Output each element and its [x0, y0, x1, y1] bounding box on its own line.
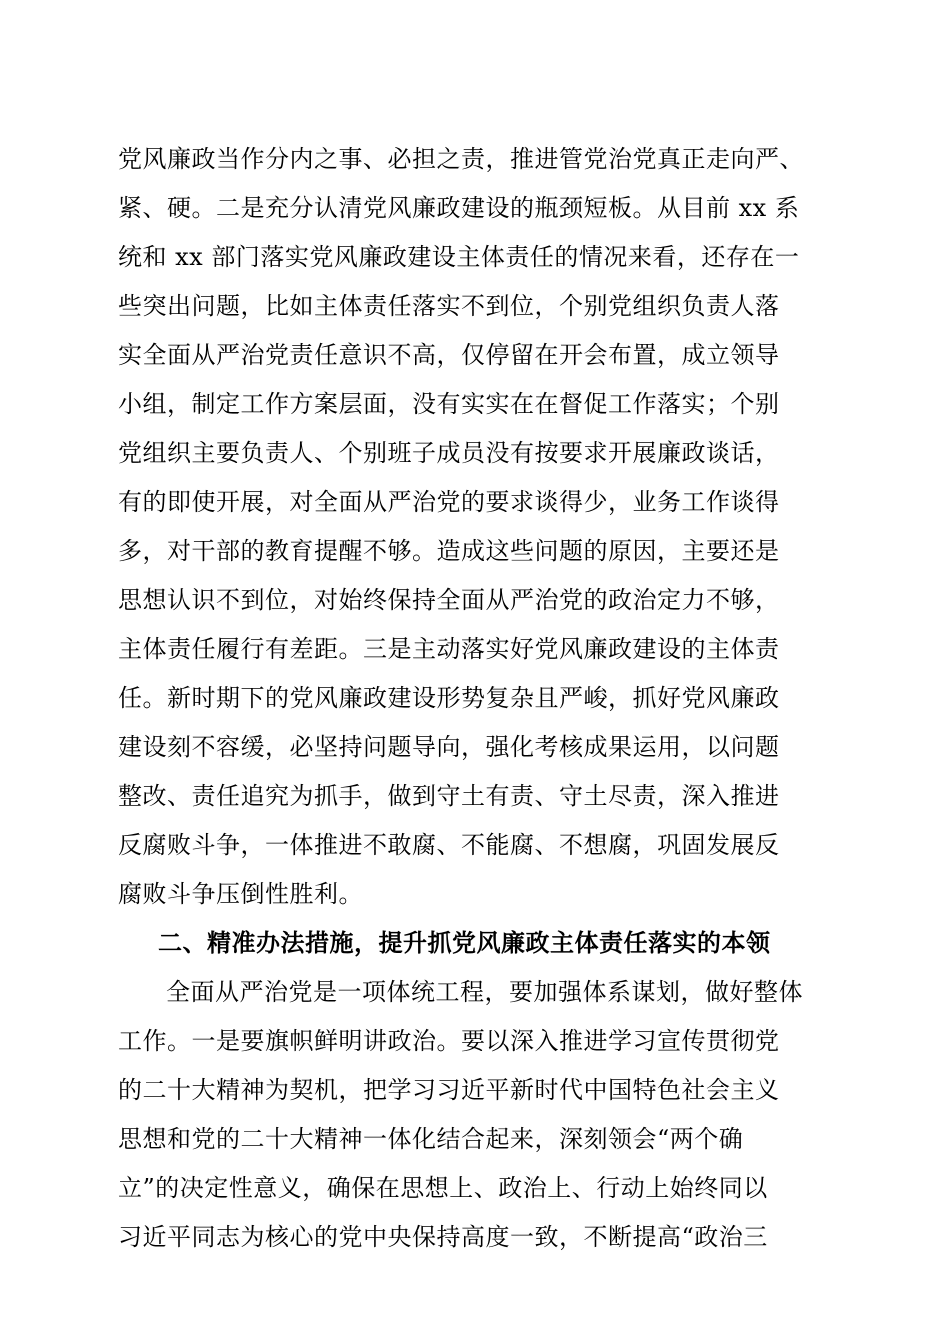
- body-line: 党风廉政当作分内之事、必担之责，推进管党治党真正走向严、: [118, 145, 804, 173]
- body-line: 多，对干部的教育提醒不够。造成这些问题的原因，主要还是: [118, 537, 780, 565]
- body-line: 些突出问题，比如主体责任落实不到位，个别党组织负责人落: [118, 292, 780, 320]
- body-line: 整改、责任追究为抓手，做到守土有责、守土尽责，深入推进: [118, 782, 780, 810]
- body-line: 实全面从严治党责任意识不高，仅停留在开会布置，成立领导: [118, 341, 780, 369]
- section-line: 全面从严治党是一项体统工程，要加强体系谋划，做好整体: [166, 978, 803, 1006]
- body-line: 党组织主要负责人、个别班子成员没有按要求开展廉政谈话，: [118, 439, 780, 467]
- section-heading: 二、精准办法措施，提升抓党风廉政主体责任落实的本领: [158, 928, 771, 957]
- body-line: 有的即使开展，对全面从严治党的要求谈得少，业务工作谈得: [118, 488, 780, 516]
- body-line: 紧、硬。二是充分认清党风廉政建设的瓶颈短板。从目前 xx 系: [118, 194, 800, 222]
- body-line: 任。新时期下的党风廉政建设形势复杂且严峻，抓好党风廉政: [118, 684, 780, 712]
- section-line: 立”的决定性意义，确保在思想上、政治上、行动上始终同以: [118, 1174, 768, 1202]
- section-line: 的二十大精神为契机，把学习习近平新时代中国特色社会主义: [118, 1076, 780, 1104]
- body-line: 建设刻不容缓，必坚持问题导向，强化考核成果运用，以问题: [118, 733, 780, 761]
- body-line: 反腐败斗争，一体推进不敢腐、不能腐、不想腐，巩固发展反: [118, 831, 780, 859]
- body-line: 主体责任履行有差距。三是主动落实好党风廉政建设的主体责: [118, 635, 780, 663]
- body-line: 统和 xx 部门落实党风廉政建设主体责任的情况来看，还存在一: [118, 243, 800, 271]
- body-line: 小组，制定工作方案层面，没有实实在在督促工作落实；个别: [118, 390, 780, 418]
- section-line: 习近平同志为核心的党中央保持高度一致，不断提高“政治三: [118, 1223, 768, 1251]
- section-line: 思想和党的二十大精神一体化结合起来，深刻领会“两个确: [118, 1125, 744, 1153]
- section-line: 工作。一是要旗帜鲜明讲政治。要以深入推进学习宣传贯彻党: [118, 1027, 780, 1055]
- body-line: 思想认识不到位，对始终保持全面从严治党的政治定力不够，: [118, 586, 780, 614]
- body-line: 腐败斗争压倒性胜利。: [118, 880, 363, 908]
